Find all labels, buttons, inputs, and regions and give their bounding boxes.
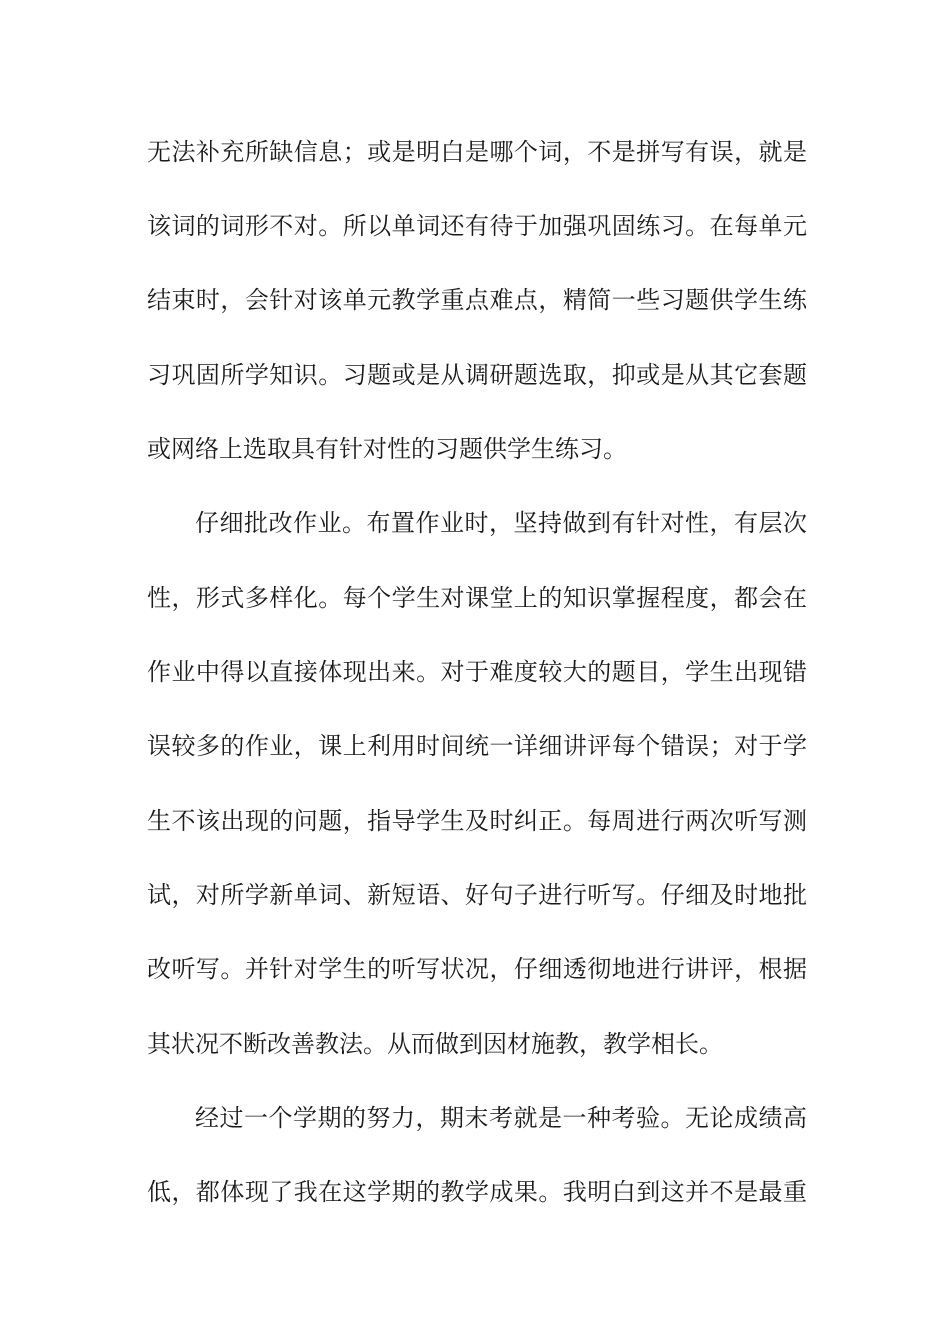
text-line: 误较多的作业，课上利用时间统一详细讲评每个错误；对于学 [147, 732, 807, 760]
text-line: 试，对所学新单词、新短语、好句子进行听写。仔细及时地批 [147, 881, 807, 909]
text-line: 无法补充所缺信息；或是明白是哪个词，不是拼写有误，就是 [147, 138, 807, 166]
text-line: 该词的词形不对。所以单词还有待于加强巩固练习。在每单元 [147, 212, 807, 240]
text-line: 作业中得以直接体现出来。对于难度较大的题目，学生出现错 [147, 658, 807, 686]
text-line: 性，形式多样化。每个学生对课堂上的知识掌握程度，都会在 [147, 584, 807, 612]
text-line: 其状况不断改善教法。从而做到因材施教，教学相长。 [147, 1030, 723, 1058]
text-line: 生不该出现的问题，指导学生及时纠正。每周进行两次听写测 [147, 807, 807, 835]
text-line: 习巩固所学知识。习题或是从调研题选取，抑或是从其它套题 [147, 361, 807, 389]
text-line: 或网络上选取具有针对性的习题供学生练习。 [147, 435, 627, 463]
text-line: 结束时，会针对该单元教学重点难点，精简一些习题供学生练 [147, 286, 807, 314]
text-line: 改听写。并针对学生的听写状况，仔细透彻地进行讲评，根据 [147, 955, 807, 983]
text-line: 低，都体现了我在这学期的教学成果。我明白到这并不是最重 [147, 1178, 807, 1206]
paragraph-first-line: 经过一个学期的努力，期末考就是一种考验。无论成绩高 [195, 1104, 807, 1132]
paragraph-first-line: 仔细批改作业。布置作业时，坚持做到有针对性，有层次 [195, 509, 807, 537]
